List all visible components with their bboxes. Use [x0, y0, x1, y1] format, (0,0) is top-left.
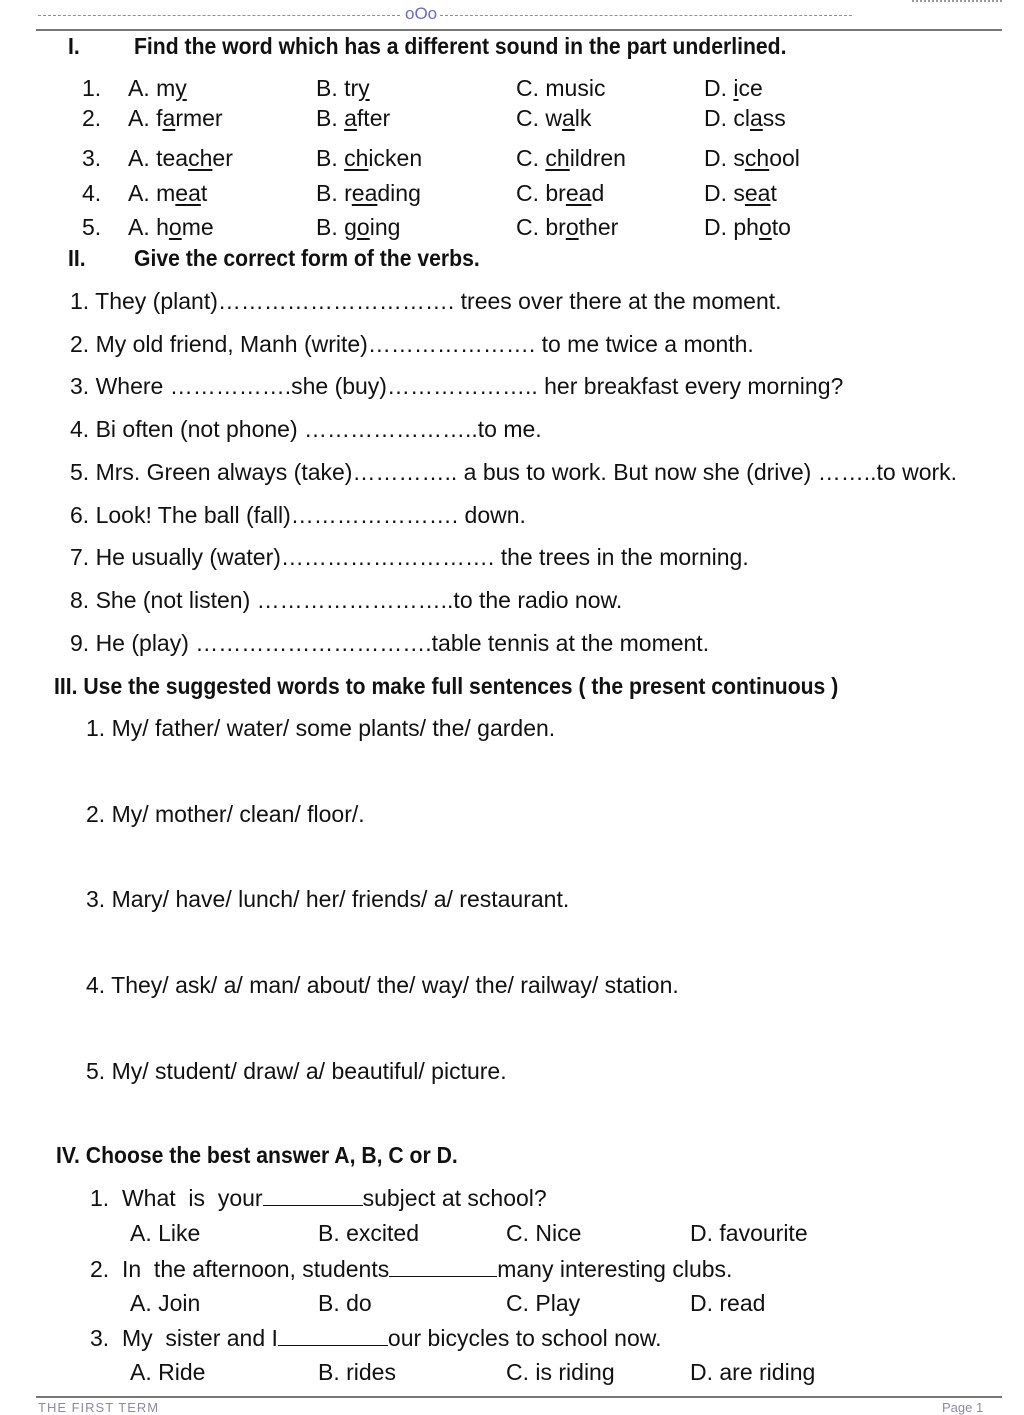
sentence-prompt-3: 3. Mary/ have/ lunch/ her/ friends/ a/ restaurant. — [86, 886, 570, 912]
option-text-suffix: er — [212, 145, 233, 171]
sound-item-number: 3. — [82, 145, 102, 171]
sound-option — [704, 214, 791, 241]
page-header — [0, 0, 1024, 30]
option-text-suffix: ther — [578, 214, 619, 240]
underlined-sound: a — [344, 105, 357, 131]
sound-option — [128, 180, 207, 207]
sound-option — [316, 214, 400, 241]
sound-option — [516, 105, 591, 132]
option-text-suffix: me — [181, 214, 214, 240]
option-text-prefix: A. m — [128, 75, 176, 101]
sentence-prompt-2: 2. My/ mother/ clean/ floor/. — [86, 801, 365, 827]
option-text-suffix: icken — [368, 145, 423, 171]
underlined-sound: y — [175, 75, 187, 101]
mc-option: A. Ride — [130, 1359, 206, 1385]
option-text-suffix: lk — [574, 105, 592, 131]
underlined-sound: ch — [744, 145, 770, 171]
mc-question — [90, 1256, 732, 1283]
mc-question-number: 2. — [90, 1256, 122, 1282]
sound-item-number: 4. — [82, 180, 102, 206]
section3-heading: III. Use the suggested words to make full sentences ( the present continuous ) — [54, 673, 839, 699]
sound-option — [316, 75, 370, 102]
mc-question-start: In the afternoon, students — [121, 1256, 390, 1282]
verb-exercise-8: 8. She (not listen) ……………………..to the radio now. — [70, 587, 623, 613]
mc-question-start: What is your — [121, 1185, 263, 1211]
sound-option — [316, 180, 421, 207]
footer-rule — [36, 1396, 1002, 1398]
header-dash-right — [440, 15, 852, 16]
underlined-sound: i — [733, 75, 739, 101]
sound-option — [516, 75, 605, 102]
mc-option: C. Play — [506, 1290, 581, 1316]
option-text-suffix: ildren — [569, 145, 626, 171]
option-text-suffix: fter — [356, 105, 391, 131]
option-text-suffix: t — [200, 180, 208, 206]
sound-option — [516, 214, 618, 241]
option-text-prefix: C. br — [516, 214, 566, 240]
mc-question-start: My sister and I — [121, 1325, 278, 1351]
header-dash-left — [38, 15, 400, 16]
mc-option: B. excited — [318, 1220, 419, 1246]
sentence-prompt-5: 5. My/ student/ draw/ a/ beautiful/ picture. — [86, 1058, 507, 1084]
sound-option — [704, 180, 777, 207]
option-text-suffix: d — [591, 180, 605, 206]
mc-option: D. are riding — [690, 1359, 816, 1385]
mc-option: A. Join — [130, 1290, 201, 1316]
option-text-prefix: C. w — [516, 105, 562, 131]
sound-option — [704, 105, 786, 132]
option-text-prefix: D. ph — [704, 214, 759, 240]
mc-option: C. Nice — [506, 1220, 582, 1246]
mc-option: D. favourite — [690, 1220, 808, 1246]
sound-option — [516, 145, 626, 172]
option-text-prefix: B. g — [316, 214, 357, 240]
underlined-sound: o — [168, 214, 182, 240]
option-text-prefix: B. r — [316, 180, 352, 206]
sound-option — [128, 75, 187, 102]
section4-heading: IV. Choose the best answer A, B, C or D. — [56, 1142, 458, 1168]
underlined-sound: ea — [565, 180, 592, 206]
section2-number: II. — [68, 245, 86, 271]
verb-exercise-2: 2. My old friend, Manh (write)…………………. to me twice a month. — [70, 331, 754, 357]
mc-question-end: our bicycles to school now. — [387, 1325, 662, 1351]
sound-item-number: 1. — [82, 75, 102, 101]
section1-heading: Find the word which has a different sound in the part underlined. — [134, 33, 787, 59]
underlined-sound: a — [750, 105, 763, 131]
answer-blank — [278, 1327, 388, 1346]
underlined-sound: ch — [188, 145, 213, 171]
option-text-prefix: D. cl — [704, 105, 750, 131]
verb-exercise-7: 7. He usually (water)………………………. the trees in the morning. — [70, 544, 749, 570]
sound-option — [316, 105, 390, 132]
option-text-suffix: ool — [769, 145, 800, 171]
sound-option — [128, 145, 233, 172]
option-text-suffix: ding — [377, 180, 421, 206]
mc-question-end: many interesting clubs. — [497, 1256, 733, 1282]
section2-heading: Give the correct form of the verbs. — [134, 245, 480, 271]
option-text-suffix: ce — [738, 75, 763, 101]
underlined-sound: ea — [744, 180, 771, 206]
footer-term: THE FIRST TERM — [38, 1400, 160, 1415]
sound-option — [128, 214, 214, 241]
mc-question-end: subject at school? — [362, 1185, 547, 1211]
mc-question-number: 3. — [90, 1325, 122, 1351]
answer-blank — [389, 1258, 497, 1277]
underlined-sound: y — [358, 75, 370, 101]
option-text-suffix: t — [770, 180, 777, 206]
mc-option: B. rides — [318, 1359, 396, 1385]
section1-number: I. — [68, 33, 80, 59]
option-text-prefix: C. music — [516, 75, 606, 101]
footer-page: Page 1 — [942, 1400, 984, 1415]
underlined-sound: ea — [351, 180, 378, 206]
mc-option: C. is riding — [506, 1359, 615, 1385]
header-dotted-mark — [912, 0, 1002, 6]
option-text-suffix: ing — [369, 214, 401, 240]
underlined-sound: o — [758, 214, 772, 240]
mc-question-number: 1. — [90, 1185, 122, 1211]
underlined-sound: ea — [175, 180, 201, 206]
option-text-prefix: A. h — [128, 214, 169, 240]
header-ornament: oOo — [405, 4, 438, 23]
option-text-prefix: A. tea — [128, 145, 189, 171]
option-text-prefix: A. m — [128, 180, 176, 206]
option-text-prefix: D. s — [704, 180, 745, 206]
underlined-sound: ch — [344, 145, 369, 171]
sentence-prompt-1: 1. My/ father/ water/ some plants/ the/ garden. — [86, 715, 556, 741]
option-text-prefix: A. f — [128, 105, 163, 131]
sound-option — [704, 75, 763, 102]
verb-exercise-1: 1. They (plant)…………………………. trees over there at the moment. — [70, 288, 782, 314]
option-text-prefix: B. — [316, 145, 345, 171]
answer-blank — [263, 1187, 363, 1206]
sound-item-number: 5. — [82, 214, 102, 240]
mc-option: A. Like — [130, 1220, 201, 1246]
option-text-prefix: C. br — [516, 180, 566, 206]
sound-option — [516, 180, 604, 207]
underlined-sound: a — [562, 105, 575, 131]
sound-item-number: 2. — [82, 105, 102, 131]
underlined-sound: a — [162, 105, 176, 131]
option-text-prefix: B. — [316, 105, 345, 131]
verb-exercise-4: 4. Bi often (not phone) …………………..to me. — [70, 416, 542, 442]
verb-exercise-5: 5. Mrs. Green always (take)………….. a bus to work. But now she (drive) ……..to work. — [70, 459, 958, 485]
underlined-sound: o — [565, 214, 579, 240]
option-text-prefix: D. s — [704, 145, 745, 171]
sentence-prompt-4: 4. They/ ask/ a/ man/ about/ the/ way/ the/ railway/ station. — [86, 972, 679, 998]
mc-option: D. read — [690, 1290, 766, 1316]
mc-question — [90, 1185, 547, 1212]
underlined-sound: o — [356, 214, 370, 240]
underlined-sound: ch — [545, 145, 570, 171]
verb-exercise-9: 9. He (play) ………………………….table tennis at the moment. — [70, 630, 710, 656]
sound-option — [316, 145, 422, 172]
verb-exercise-3: 3. Where …………….she (buy)……………….. her breakfast every morning? — [70, 373, 844, 399]
option-text-suffix: rmer — [175, 105, 223, 131]
option-text-suffix: ss — [762, 105, 786, 131]
option-text-prefix: B. tr — [316, 75, 359, 101]
option-text-prefix: D. — [704, 75, 734, 101]
option-text-suffix: to — [771, 214, 791, 240]
mc-option: B. do — [318, 1290, 372, 1316]
option-text-prefix: C. — [516, 145, 546, 171]
sound-option — [128, 105, 223, 132]
verb-exercise-6: 6. Look! The ball (fall)…………………. down. — [70, 502, 526, 528]
header-rule — [36, 29, 1002, 31]
mc-question — [90, 1325, 662, 1352]
sound-option — [704, 145, 800, 172]
